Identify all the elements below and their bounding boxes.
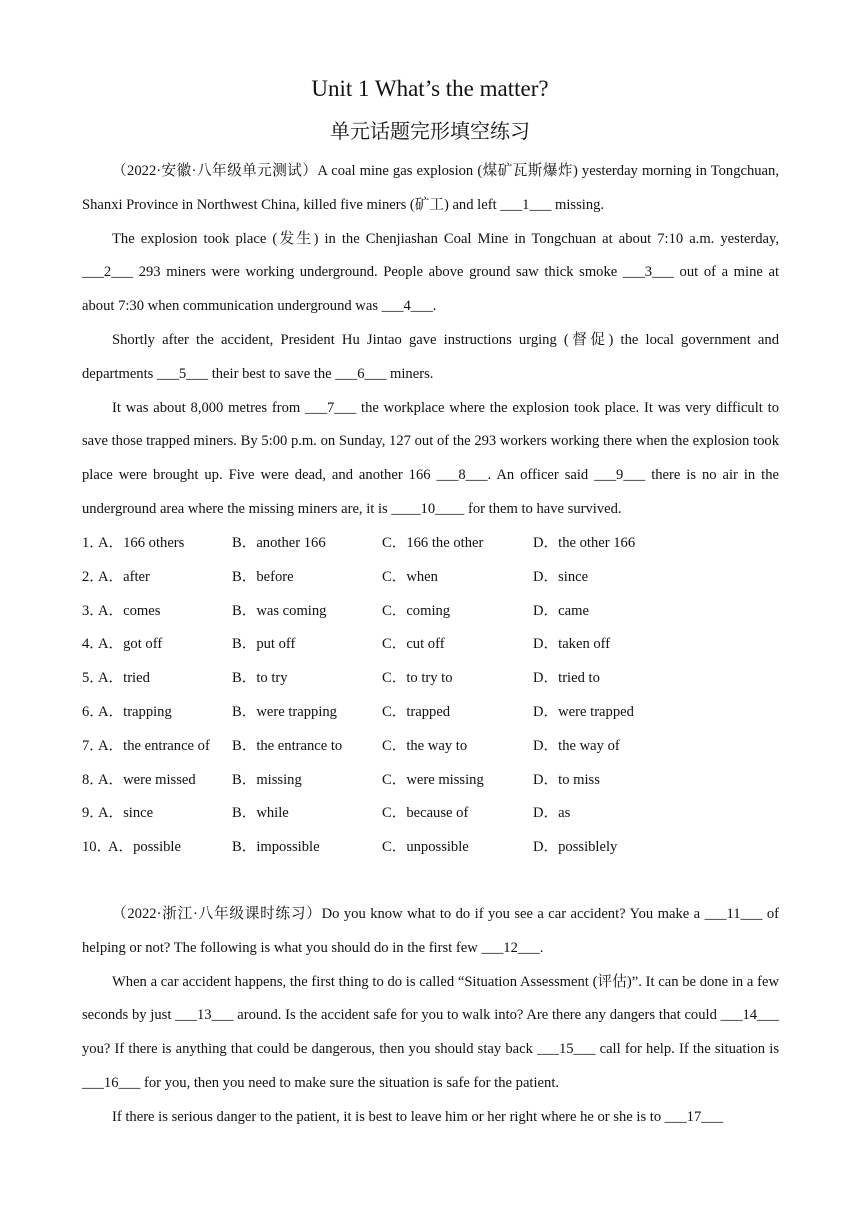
passage-2 [82,898,779,1135]
question-number: 9． [82,805,104,822]
passage-paragraph: When a car accident happens, the first thing to do is called “Situation Assessment (评估)”. It can be done in a few seconds by just ___13___ around. Is the accident safe for you to walk into? Are there any dangers that could ___14___ you? If there is anything that could be dangerous, then you should stay back ___15___ call for help. If the situation is ___16___ for you, then you need to make sure the situation is safe for the patient. [82,973,779,1091]
question-row [82,831,782,865]
option-b: B．while [232,805,289,822]
question-row [82,696,782,730]
question-options [82,527,782,865]
passage-paragraph: Shortly after the accident, President Hu Jintao gave instructions urging (督促) the local government and departments ___5___ their best to save the ___6___ miners. [82,331,779,382]
question-row [82,764,782,798]
question-row [82,662,782,696]
option-b: B．to try [232,670,288,687]
option-d: D．possiblely [533,839,618,856]
option-d: D．since [533,568,589,585]
option-c: C．166 the other [382,535,484,551]
option-a: A．got off [98,636,163,653]
passage-paragraph: （2022·浙江·八年级课时练习）Do you know what to do if you see a car accident? You make a ___11___ of helping or not? The following is what you should do in the first few ___12___. [82,906,779,956]
option-d: D．were trapped [533,703,634,720]
question-row [82,730,782,764]
option-c: C．to try to [382,670,453,687]
question-number: 5． [82,670,104,687]
question-row [82,561,782,595]
option-b: B．were trapping [232,703,337,720]
option-a: A．trapping [98,703,172,720]
option-b: B．was coming [232,602,327,619]
question-number: 10． [82,839,112,856]
question-number: 1． [82,535,104,551]
option-a: A．after [98,568,150,585]
option-c: C．trapped [382,703,451,720]
question-row [82,527,782,561]
passage-paragraph: The explosion took place (发生) in the Chenjiashan Coal Mine in Tongchuan at about 7:10 a.m. yesterday, ___2___ 293 miners were working underground. People above ground saw thick smoke ___3___ out of a mine at about 7:30 when communication underground was ___4___. [82,230,779,315]
option-a: A．tried [98,670,150,687]
option-a: A．possible [108,839,181,856]
option-c: C．when [382,568,438,585]
question-number: 2． [82,568,104,585]
passage-paragraph: It was about 8,000 metres from ___7___ the workplace where the explosion took place. It was very difficult to save those trapped miners. By 5:00 p.m. on Sunday, 127 out of the 293 workers working there when the explosion took place were brought up. Five were dead, and another 166 ___8___. An officer said ___9___ there is no air in the underground area where the missing miners are, it is ____10____ for them to have survived. [82,399,779,517]
option-c: C．cut off [382,636,445,653]
option-a: A．the entrance of [98,737,210,754]
passage-paragraph: If there is serious danger to the patient, it is best to leave him or her right where he or she is to ___17___ [112,1108,724,1125]
option-a: A．166 others [98,535,185,551]
option-a: A．comes [98,602,161,619]
passage-paragraph: （2022·安徽·八年级单元测试）A coal mine gas explosion (煤矿瓦斯爆炸) yesterday morning in Tongchuan, Shanxi Province in Northwest China, killed five miners (矿工) and left ___1___ missing. [82,163,779,213]
question-number: 4． [82,636,104,653]
page-title: Unit 1 What’s the matter? [311,76,549,101]
option-d: D．to miss [533,771,600,788]
question-number: 6． [82,703,104,720]
option-d: D．taken off [533,636,611,653]
option-c: C．the way to [382,737,468,754]
question-number: 3． [82,602,104,619]
option-b: B．the entrance to [232,737,343,754]
option-d: D．as [533,805,571,822]
option-b: B．put off [232,636,296,653]
passage-1 [82,155,779,527]
option-c: C．unpossible [382,839,469,856]
option-a: A．were missed [98,771,196,788]
question-row [82,595,782,629]
question-number: 7． [82,737,104,754]
option-d: D．tried to [533,670,600,687]
option-d: D．the other 166 [533,535,636,551]
question-row [82,628,782,662]
question-number: 8． [82,771,104,788]
option-a: A．since [98,805,154,822]
option-c: C．were missing [382,771,484,788]
option-d: D．came [533,602,589,619]
option-c: C．coming [382,602,451,619]
option-b: B．before [232,568,294,585]
page-subtitle: 单元话题完形填空练习 [330,121,530,143]
option-b: B．another 166 [232,535,326,551]
option-b: B．impossible [232,839,320,856]
option-c: C．because of [382,805,469,822]
option-b: B．missing [232,771,302,788]
option-d: D．the way of [533,737,620,754]
question-row [82,797,782,831]
